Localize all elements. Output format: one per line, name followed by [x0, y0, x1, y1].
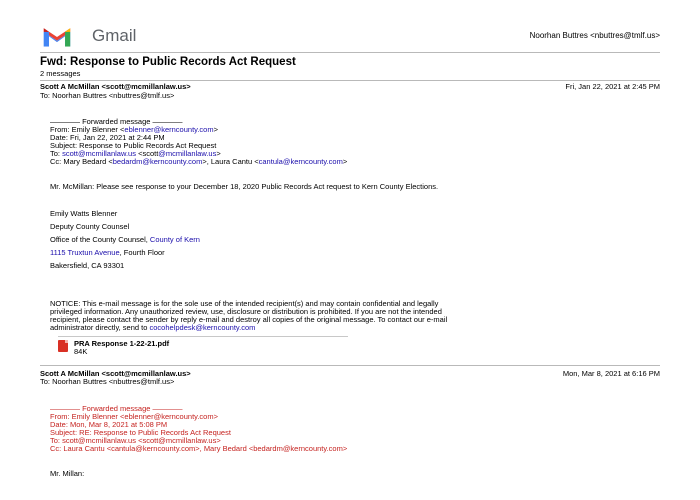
notice-line: privileged information. Any unauthorized review, use, disclosure or distribution is prohibited. If you are not the intended: [50, 307, 442, 316]
gmail-brand: Gmail: [92, 26, 137, 45]
thread-subject: Fwd: Response to Public Records Act Request: [40, 56, 296, 68]
sender: Scott A McMillan <scott@mcmillanlaw.us>: [40, 82, 191, 91]
fwd-from: From: Emily Blenner <eblenner@kerncounty.com>: [50, 412, 218, 421]
account-label: Noorhan Buttres <nbuttres@tmlf.us>: [529, 31, 660, 40]
fwd-to: To: scott@mcmillanlaw.us <scott@mcmillanlaw.us>: [50, 436, 221, 445]
fwd-date: Date: Mon, Mar 8, 2021 at 5:08 PM: [50, 420, 168, 429]
email-link[interactable]: eblenner@kerncounty.com: [124, 412, 214, 421]
message-date: Fri, Jan 22, 2021 at 2:45 PM: [565, 82, 660, 91]
email-link[interactable]: bedardm@kerncounty.com: [253, 444, 343, 453]
address-link[interactable]: 1115 Truxtun Avenue: [50, 248, 120, 257]
fwd-date: Date: Fri, Jan 22, 2021 at 2:44 PM: [50, 133, 165, 142]
email-link[interactable]: cantula@kerncounty.com: [111, 444, 196, 453]
email-link[interactable]: @mcmillanlaw.us: [158, 149, 217, 158]
email-link[interactable]: cocohelpdesk@kerncounty.com: [149, 323, 256, 332]
notice-line: NOTICE: This e-mail message is for the sole use of the intended recipient(s) and may contain confidential and legally: [50, 299, 439, 308]
gmail-logo-icon: [36, 26, 78, 48]
forwarded-header: ———— Forwarded message ————: [50, 404, 183, 413]
signature-city: Bakersfield, CA 93301: [50, 261, 125, 270]
message-body: Mr. McMillan: Please see response to your December 18, 2020 Public Records Act request to Kern County Elections.: [50, 182, 439, 191]
notice-line: recipient, please contact the sender by reply e-mail and destroy all copies of the original message. To contact our e-mail: [50, 315, 448, 324]
email-link[interactable]: eblenner@kerncounty.com: [124, 125, 214, 134]
sender: Scott A McMillan <scott@mcmillanlaw.us>: [40, 369, 191, 378]
recipient: To: Noorhan Buttres <nbuttres@tmlf.us>: [40, 377, 175, 386]
fwd-from: From: Emily Blenner <eblenner@kerncounty.com>: [50, 125, 218, 134]
signature-name: Emily Watts Blenner: [50, 209, 118, 218]
attachment-name[interactable]: PRA Response 1-22-21.pdf: [74, 339, 170, 348]
forwarded-header: ———— Forwarded message ————: [50, 117, 183, 126]
signature-office: Office of the County Counsel, County of Kern: [50, 235, 200, 244]
signature-address: 1115 Truxtun Avenue, Fourth Floor: [50, 248, 165, 257]
message-date: Mon, Mar 8, 2021 at 6:16 PM: [562, 369, 660, 378]
notice-line: administrator directly, send to cocohelpdesk@kerncounty.com: [50, 323, 256, 332]
email-link[interactable]: scott@mcmillanlaw.us: [62, 149, 136, 158]
fwd-to: To: scott@mcmillanlaw.us <scott@mcmillanlaw.us>: [50, 149, 221, 158]
attachment-size: 84K: [74, 347, 88, 356]
email-link[interactable]: cantula@kerncounty.com: [258, 157, 343, 166]
recipient: To: Noorhan Buttres <nbuttres@tmlf.us>: [40, 91, 175, 100]
link[interactable]: County of Kern: [149, 235, 200, 244]
fwd-cc: Cc: Laura Cantu <cantula@kerncounty.com>, Mary Bedard <bedardm@kerncounty.com>: [50, 444, 348, 453]
message-body: Mr. Millan:: [50, 469, 85, 478]
fwd-subject: Subject: RE: Response to Public Records Act Request: [50, 428, 231, 437]
message-count: 2 messages: [40, 69, 81, 78]
fwd-cc: Cc: Mary Bedard <bedardm@kerncounty.com>, Laura Cantu <cantula@kerncounty.com>: [50, 157, 348, 166]
pdf-icon: [58, 340, 68, 352]
email-link[interactable]: scott@mcmillanlaw.us: [62, 436, 136, 445]
email-link[interactable]: bedardm@kerncounty.com: [112, 157, 203, 166]
fwd-subject: Subject: Response to Public Records Act Request: [50, 141, 217, 150]
signature-title: Deputy County Counsel: [50, 222, 130, 231]
